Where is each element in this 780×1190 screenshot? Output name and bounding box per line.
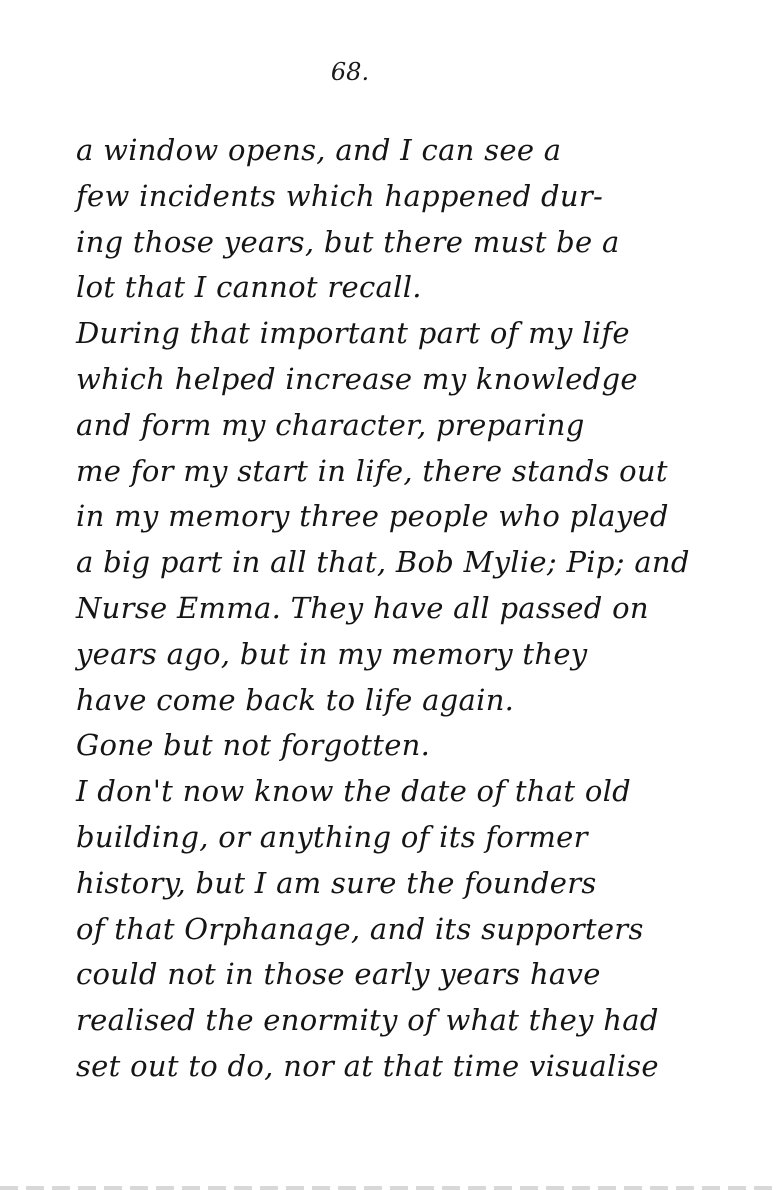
text-line: could not in those early years have (76, 957, 601, 992)
page-bottom-edge (0, 1186, 780, 1190)
text-line: realised the enormity of what they had (76, 1003, 659, 1038)
text-line: a big part in all that, Bob Mylie; Pip; and (76, 545, 690, 580)
text-line: ing those years, but there must be a (76, 224, 620, 259)
text-line: in my memory three people who played (76, 499, 669, 534)
text-line: have come back to life again. (76, 682, 515, 717)
text-line: few incidents which happened dur- (76, 178, 604, 213)
handwritten-text-body (76, 128, 716, 1090)
text-line: I don't now know the date of that old (76, 774, 632, 809)
text-line: set out to do, nor at that time visualise (76, 1048, 659, 1083)
text-line: a window opens, and I can see a (76, 133, 562, 167)
text-line: building, or anything of its former (76, 819, 588, 854)
text-line: Gone but not forgotten. (76, 728, 431, 763)
text-line: and form my character, preparing (76, 407, 585, 442)
page-number: 68. (330, 58, 370, 86)
text-line: Nurse Emma. They have all passed on (76, 590, 649, 625)
text-line: of that Orphanage, and its supporters (76, 911, 644, 946)
text-line: which helped increase my knowledge (76, 361, 638, 396)
text-line: lot that I cannot recall. (76, 270, 422, 305)
text-line: years ago, but in my memory they (76, 636, 588, 671)
text-line: me for my start in life, there stands out (76, 453, 668, 488)
text-line: During that important part of my life (76, 316, 630, 351)
text-line: history, but I am sure the founders (76, 865, 597, 900)
